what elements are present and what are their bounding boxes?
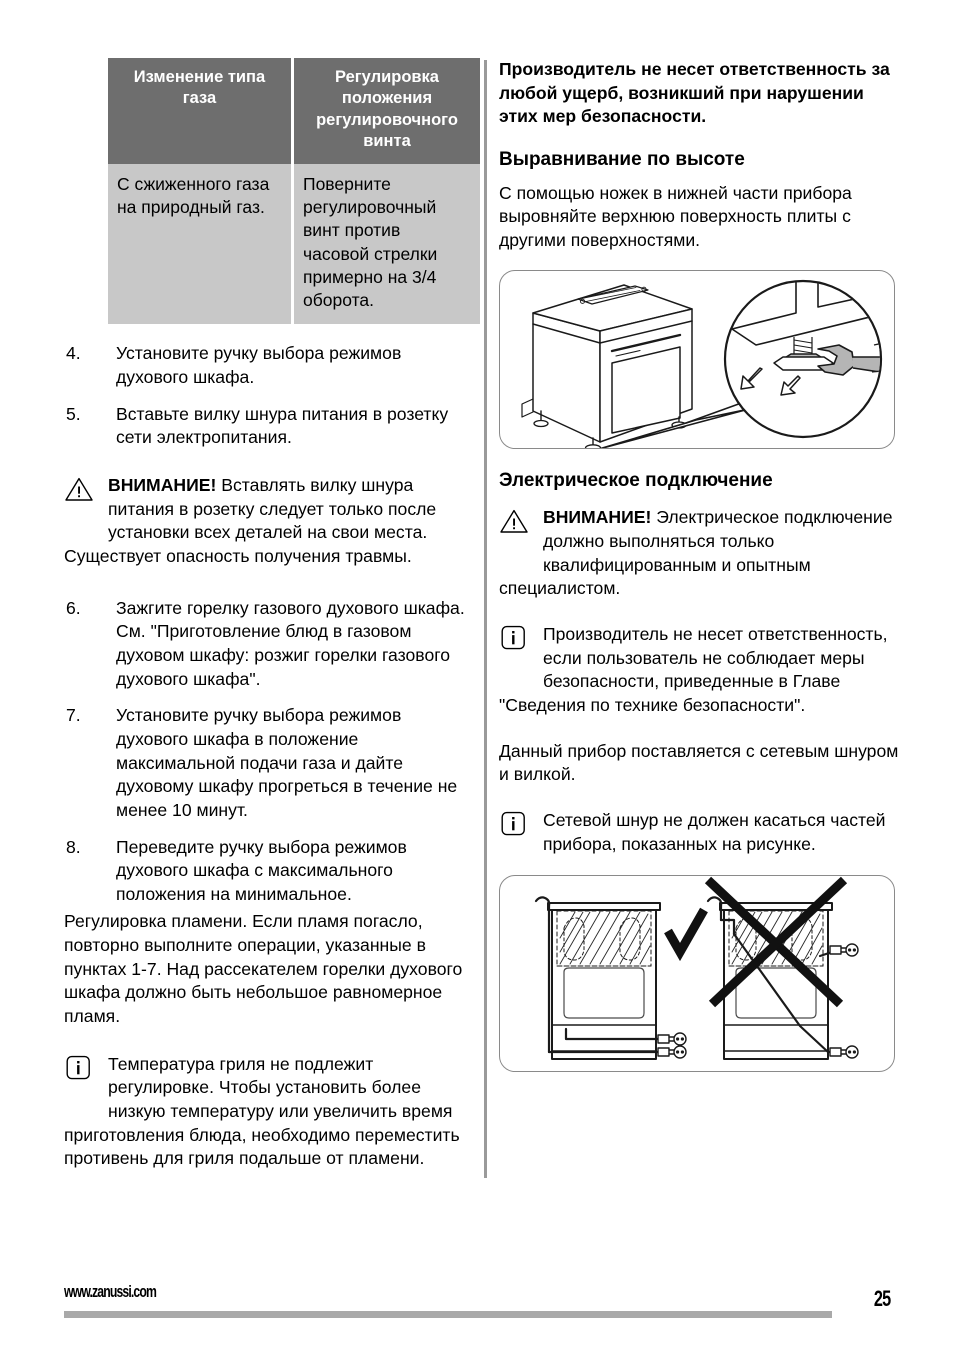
- table-header-cell-gas-change: Изменение типа газа: [108, 58, 291, 164]
- info-notice-text: Сетевой шнур не должен касаться частей прибора, показанных на рисунке.: [543, 809, 886, 854]
- list-item-number: 8.: [66, 836, 81, 857]
- heading-electrical-connection: Электрическое подключение: [499, 469, 773, 491]
- info-notice-liability: [499, 623, 899, 718]
- warning-triangle-icon: [64, 476, 94, 502]
- list-item: [64, 342, 474, 389]
- list-item-text: Переведите ручку выбора режимов духового шкафа с максимального положения на минимальное.: [116, 836, 407, 904]
- table-cell-gas-change: С сжиженного газа на природный газ.: [108, 164, 291, 325]
- table-row: [108, 164, 480, 325]
- column-divider: [484, 60, 487, 1178]
- info-icon: [499, 625, 529, 651]
- list-item-text: Установите ручку выбора режимов духового шкафа в положение максимальной подачи газа и дайте духовому шкафу прогреться в течение не менее 10 минут.: [116, 705, 458, 820]
- page-number: 25: [873, 1286, 890, 1311]
- info-notice-text: Температура гриля не подлежит регулировке. Чтобы установить более низкую температуру или увеличить время приготовления блюда, необходимо переместить противень для гриля подальше от пламени.: [64, 1053, 460, 1169]
- warning-notice-text: [64, 475, 436, 566]
- left-column: [64, 58, 474, 1171]
- gas-conversion-table: [105, 58, 483, 324]
- warning-notice-electrical: [499, 506, 899, 601]
- leveling-paragraph: С помощью ножек в нижней части прибора выровняйте верхнюю поверхность плиты с другими поверхностями.: [499, 182, 852, 250]
- warning-label: ВНИМАНИЕ!: [543, 507, 652, 528]
- flame-adjustment-paragraph: Регулировка пламени. Если пламя погасло, повторно выполните операции, указанные в пунктах 1-7. Над рассекателем горелки духового шкафа должно быть небольшое равномерное пламя.: [64, 911, 463, 1027]
- oven-leveling-feet-illustration: [500, 271, 895, 449]
- steps-list-first: [64, 342, 474, 450]
- warning-text: Электрическое подключение должно выполняться только квалифицированным и опытным специалистом.: [499, 507, 893, 599]
- info-notice-grill-temperature: [64, 1053, 474, 1171]
- list-item: [64, 597, 474, 692]
- warning-text: Вставлять вилку шнура питания в розетку следует только после установки всех деталей на свои места. Существует опасность получения травмы.: [64, 474, 437, 566]
- table-header-cell-screw-adjustment: Регулировка положения регулировочного винта: [294, 58, 480, 164]
- table-cell-screw-adjustment: Поверните регулировочный винт против часовой стрелки примерно на 3/4 оборота.: [294, 164, 480, 325]
- figure-oven-leveling: [499, 270, 895, 449]
- supply-paragraph: Данный прибор поставляется с сетевым шнуром и вилкой.: [499, 740, 899, 785]
- power-cord-routing-illustration: [500, 876, 895, 1072]
- warning-notice-text: [499, 507, 892, 598]
- list-item-number: 4.: [66, 343, 81, 364]
- list-item-number: 7.: [66, 705, 81, 726]
- warning-notice-plug: [64, 474, 474, 569]
- footer-rule: [64, 1311, 832, 1318]
- footer-website: www.zanussi.com: [64, 1282, 157, 1301]
- list-item-text: Установите ручку выбора режимов духового шкафа.: [116, 343, 402, 387]
- warning-triangle-icon: [499, 508, 529, 534]
- info-notice-text: Производитель не несет ответственность, если пользователь не соблюдает меры безопасности, приведенные в Главе "Сведения по технике безопасности".: [499, 623, 888, 715]
- liability-paragraph: Производитель не несет ответственность за любой ущерб, возникший при нарушении этих мер безопасности.: [499, 59, 890, 127]
- right-column: [499, 58, 899, 1072]
- warning-label: ВНИМАНИЕ!: [108, 474, 217, 495]
- steps-list-second: [64, 597, 474, 907]
- info-notice-cord-contact: [499, 809, 899, 856]
- info-icon: [499, 811, 529, 837]
- info-icon: [64, 1055, 94, 1081]
- heading-leveling: Выравнивание по высоте: [499, 148, 745, 170]
- page-footer: [64, 1282, 890, 1322]
- list-item-number: 5.: [66, 403, 81, 424]
- list-item-text: Вставьте вилку шнура питания в розетку сети электропитания.: [116, 403, 449, 448]
- list-item: [64, 836, 474, 907]
- list-item-text: Зажгите горелку газового духового шкафа. См. "Приготовление блюд в газовом духовом шкафу: розжиг горелки газового духового шкафа".: [116, 597, 465, 689]
- list-item: [64, 704, 474, 822]
- list-item: [64, 403, 474, 450]
- list-item-number: 6.: [66, 597, 81, 618]
- table-header-row: [108, 58, 480, 164]
- figure-cord-routing: [499, 875, 895, 1072]
